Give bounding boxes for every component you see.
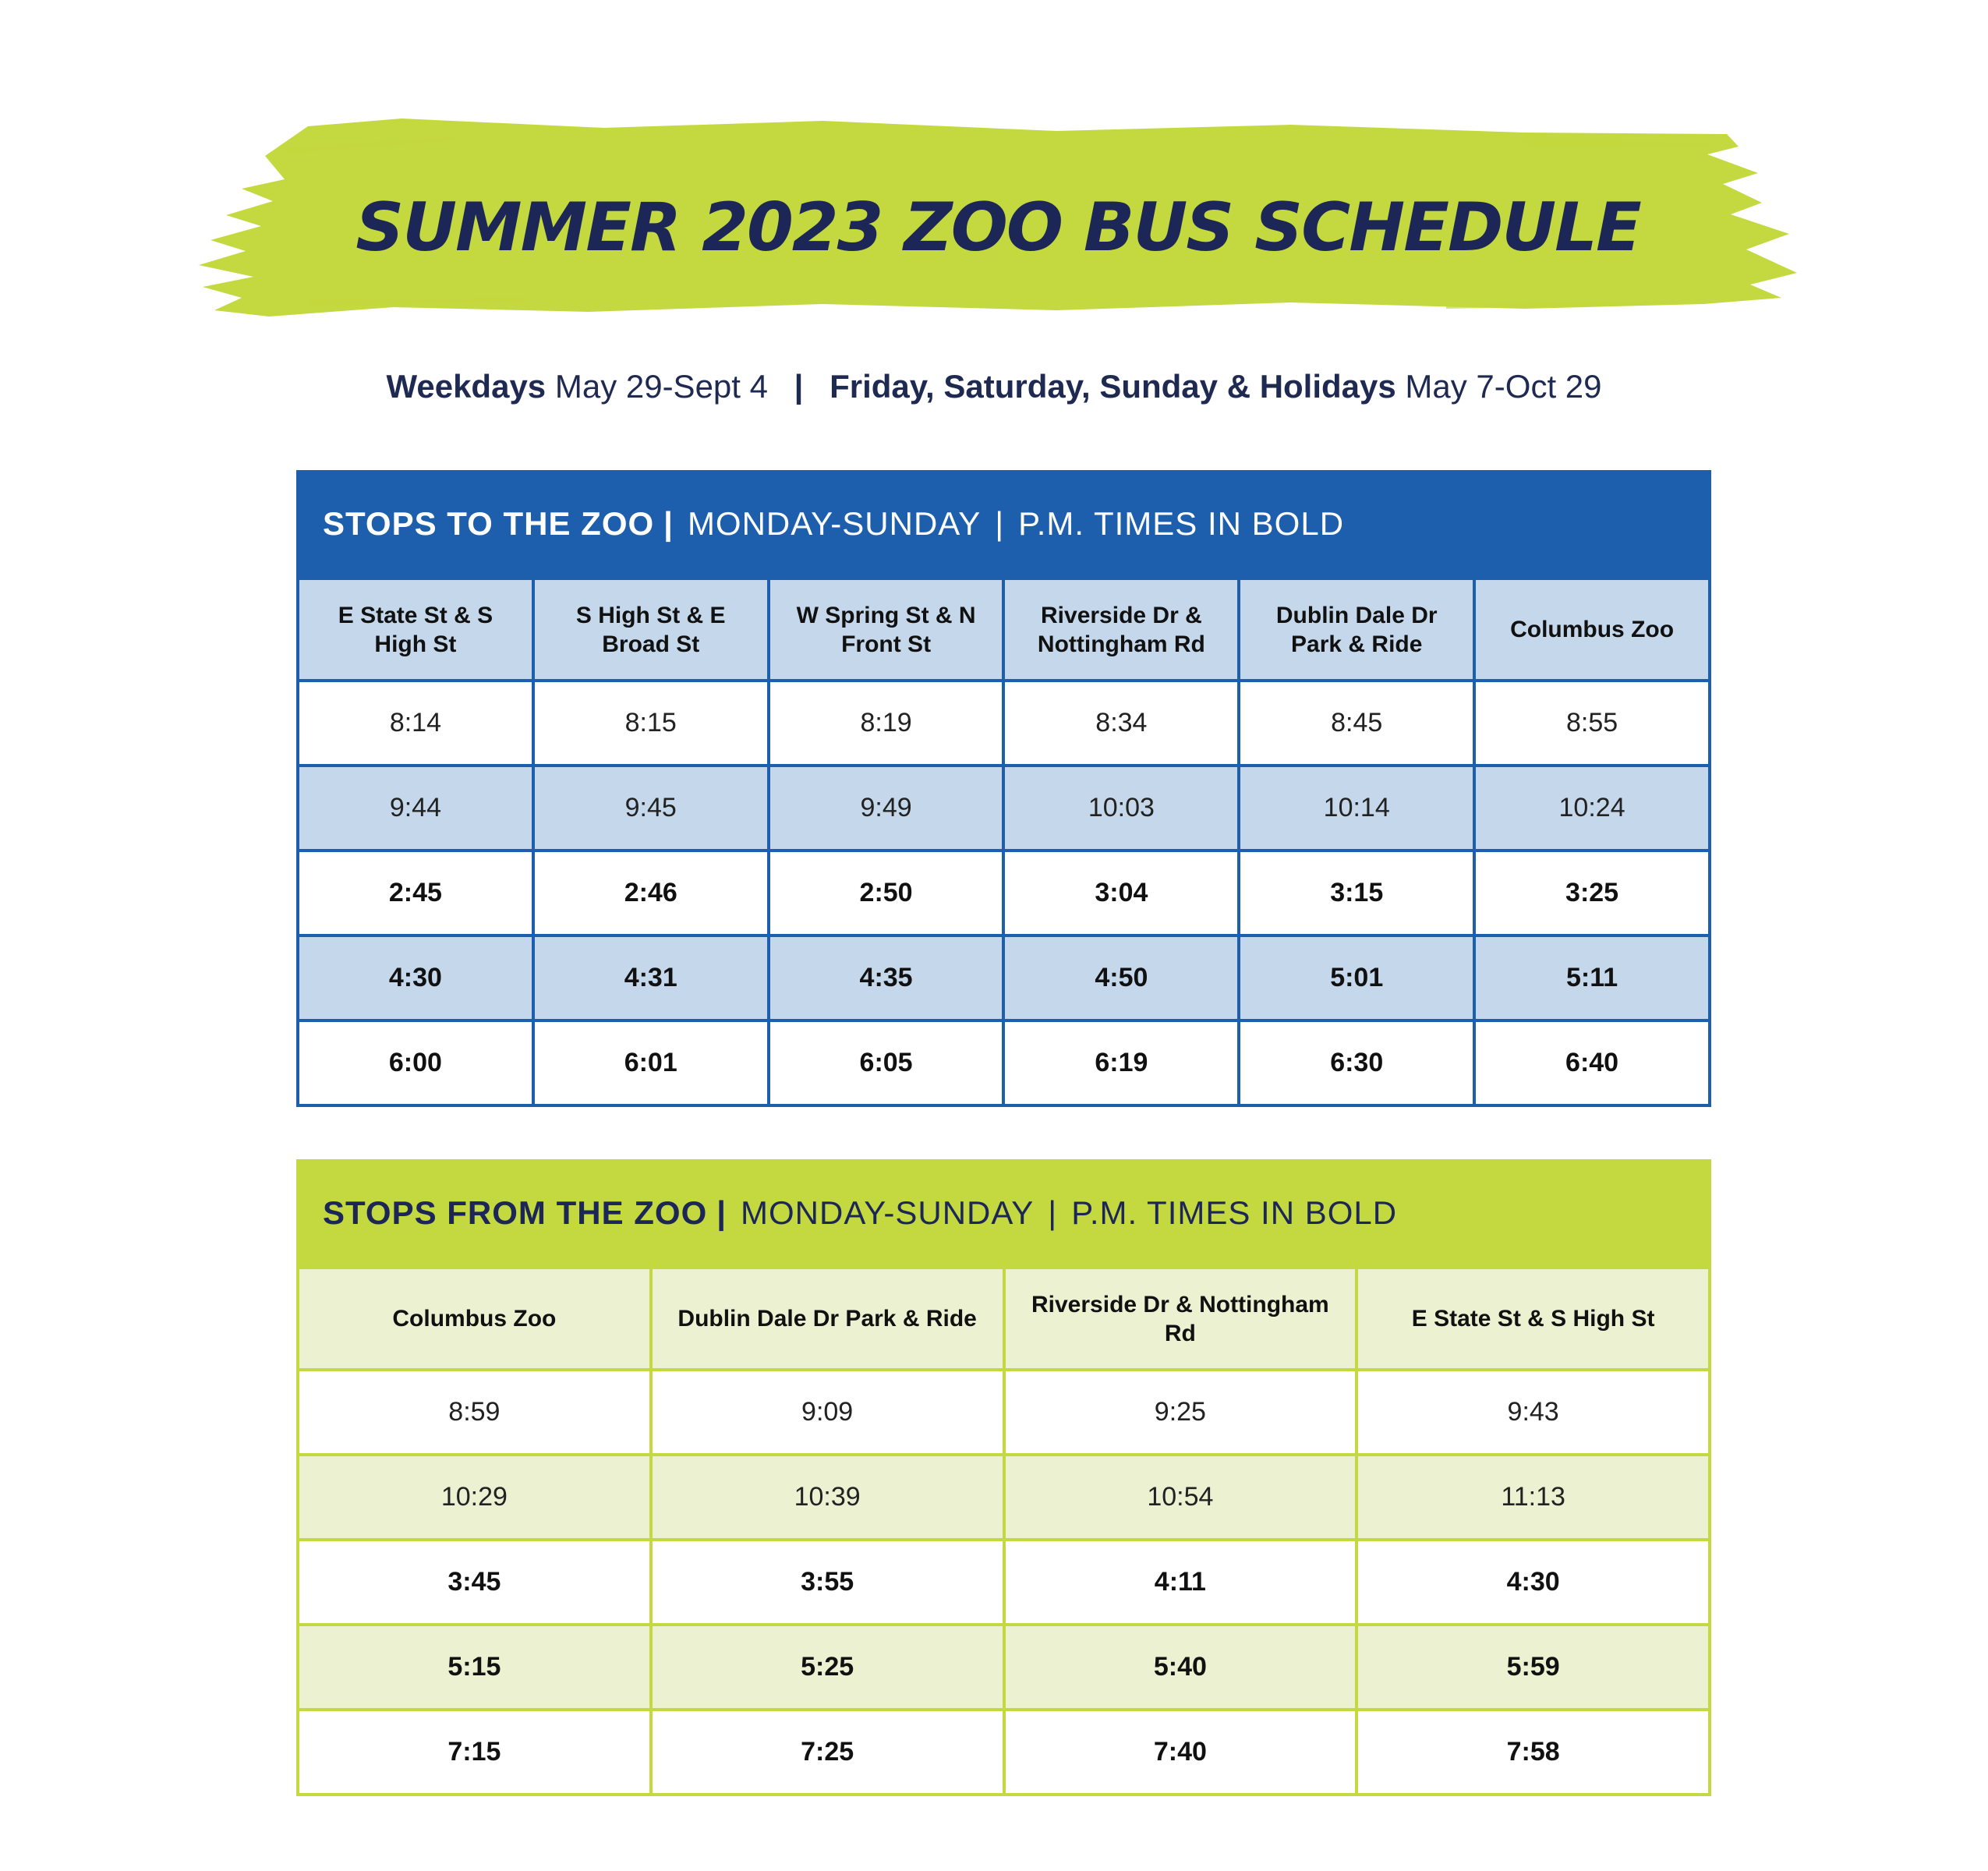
to-zoo-heading: STOPS TO THE ZOO [323,504,655,542]
time-cell: 8:19 [769,681,1004,766]
column-header: Riverside Dr & Nottingham Rd [1003,578,1239,681]
from-zoo-days: MONDAY-SUNDAY [741,1194,1035,1231]
pm-time-cell: 4:11 [1004,1540,1357,1625]
time-cell: 9:49 [769,766,1004,851]
column-header: Dublin Dale Dr Park & Ride [651,1268,1004,1370]
time-cell: 9:09 [651,1370,1004,1455]
to-zoo-header-separator-2: | [995,504,1005,542]
time-cell: 8:14 [298,681,533,766]
time-cell: 8:15 [533,681,769,766]
page-title: SUMMER 2023 ZOO BUS SCHEDULE [356,189,1640,267]
pm-time-cell: 5:15 [298,1625,651,1710]
table-row [298,681,1710,766]
subtitle-separator: | [794,368,804,405]
pm-time-cell: 5:11 [1474,936,1710,1020]
pm-time-cell: 5:59 [1357,1625,1710,1710]
weekdays-dates: May 29-Sept 4 [554,368,768,405]
from-zoo-header-separator-2: | [1048,1194,1058,1231]
pm-time-cell: 7:25 [651,1710,1004,1795]
pm-time-cell: 2:45 [298,851,533,936]
pm-time-cell: 7:40 [1004,1710,1357,1795]
time-cell: 9:45 [533,766,769,851]
pm-time-cell: 3:25 [1474,851,1710,936]
to-zoo-header-separator: | [663,504,674,542]
column-header: Columbus Zoo [1474,578,1710,681]
to-zoo-days: MONDAY-SUNDAY [687,504,982,542]
service-dates [0,368,1988,405]
pm-time-cell: 4:35 [769,936,1004,1020]
pm-time-cell: 4:30 [1357,1540,1710,1625]
to-zoo-header [296,470,1711,577]
pm-time-cell: 5:25 [651,1625,1004,1710]
from-zoo-schedule [296,1159,1711,1796]
pm-time-cell: 5:40 [1004,1625,1357,1710]
pm-time-cell: 3:15 [1239,851,1474,936]
pm-time-cell: 6:00 [298,1020,533,1105]
pm-time-cell: 4:30 [298,936,533,1020]
table-row [298,1020,1710,1105]
table-row [298,851,1710,936]
weekdays-label: Weekdays [386,368,547,405]
time-cell: 8:45 [1239,681,1474,766]
time-cell: 9:25 [1004,1370,1357,1455]
time-cell: 9:44 [298,766,533,851]
table-row [298,766,1710,851]
from-zoo-header-separator: | [716,1194,727,1231]
title-banner [199,117,1797,320]
pm-time-cell: 4:50 [1003,936,1239,1020]
pm-time-cell: 6:40 [1474,1020,1710,1105]
pm-time-cell: 6:01 [533,1020,769,1105]
table-row [298,1370,1710,1455]
time-cell: 10:54 [1004,1455,1357,1540]
pm-time-cell: 6:05 [769,1020,1004,1105]
from-zoo-heading: STOPS FROM THE ZOO [323,1194,708,1231]
pm-time-cell: 6:30 [1239,1020,1474,1105]
pm-time-cell: 4:31 [533,936,769,1020]
time-cell: 10:24 [1474,766,1710,851]
column-header: Columbus Zoo [298,1268,651,1370]
pm-time-cell: 7:58 [1357,1710,1710,1795]
weekend-dates: May 7-Oct 29 [1405,368,1602,405]
pm-time-cell: 3:04 [1003,851,1239,936]
time-cell: 10:39 [651,1455,1004,1540]
table-row [298,1455,1710,1540]
column-header: S High St & E Broad St [533,578,769,681]
time-cell: 10:14 [1239,766,1474,851]
to-zoo-note: P.M. TIMES IN BOLD [1018,504,1345,542]
from-zoo-note: P.M. TIMES IN BOLD [1071,1194,1398,1231]
pm-time-cell: 7:15 [298,1710,651,1795]
pm-time-cell: 3:55 [651,1540,1004,1625]
to-zoo-schedule [296,470,1711,1107]
time-cell: 10:03 [1003,766,1239,851]
table-row [298,936,1710,1020]
time-cell: 11:13 [1357,1455,1710,1540]
time-cell: 9:43 [1357,1370,1710,1455]
from-zoo-header [296,1159,1711,1266]
from-zoo-table [296,1266,1711,1796]
column-header: Riverside Dr & Nottingham Rd [1004,1268,1357,1370]
pm-time-cell: 6:19 [1003,1020,1239,1105]
pm-time-cell: 3:45 [298,1540,651,1625]
table-row [298,1710,1710,1795]
time-cell: 8:34 [1003,681,1239,766]
from-zoo-column-headers [298,1268,1710,1370]
table-row [298,1540,1710,1625]
column-header: Dublin Dale Dr Park & Ride [1239,578,1474,681]
column-header: E State St & S High St [298,578,533,681]
pm-time-cell: 5:01 [1239,936,1474,1020]
weekend-label: Friday, Saturday, Sunday & Holidays [830,368,1396,405]
column-header: E State St & S High St [1357,1268,1710,1370]
pm-time-cell: 2:46 [533,851,769,936]
time-cell: 10:29 [298,1455,651,1540]
to-zoo-column-headers [298,578,1710,681]
time-cell: 8:55 [1474,681,1710,766]
time-cell: 8:59 [298,1370,651,1455]
column-header: W Spring St & N Front St [769,578,1004,681]
table-row [298,1625,1710,1710]
pm-time-cell: 2:50 [769,851,1004,936]
to-zoo-table [296,577,1711,1107]
